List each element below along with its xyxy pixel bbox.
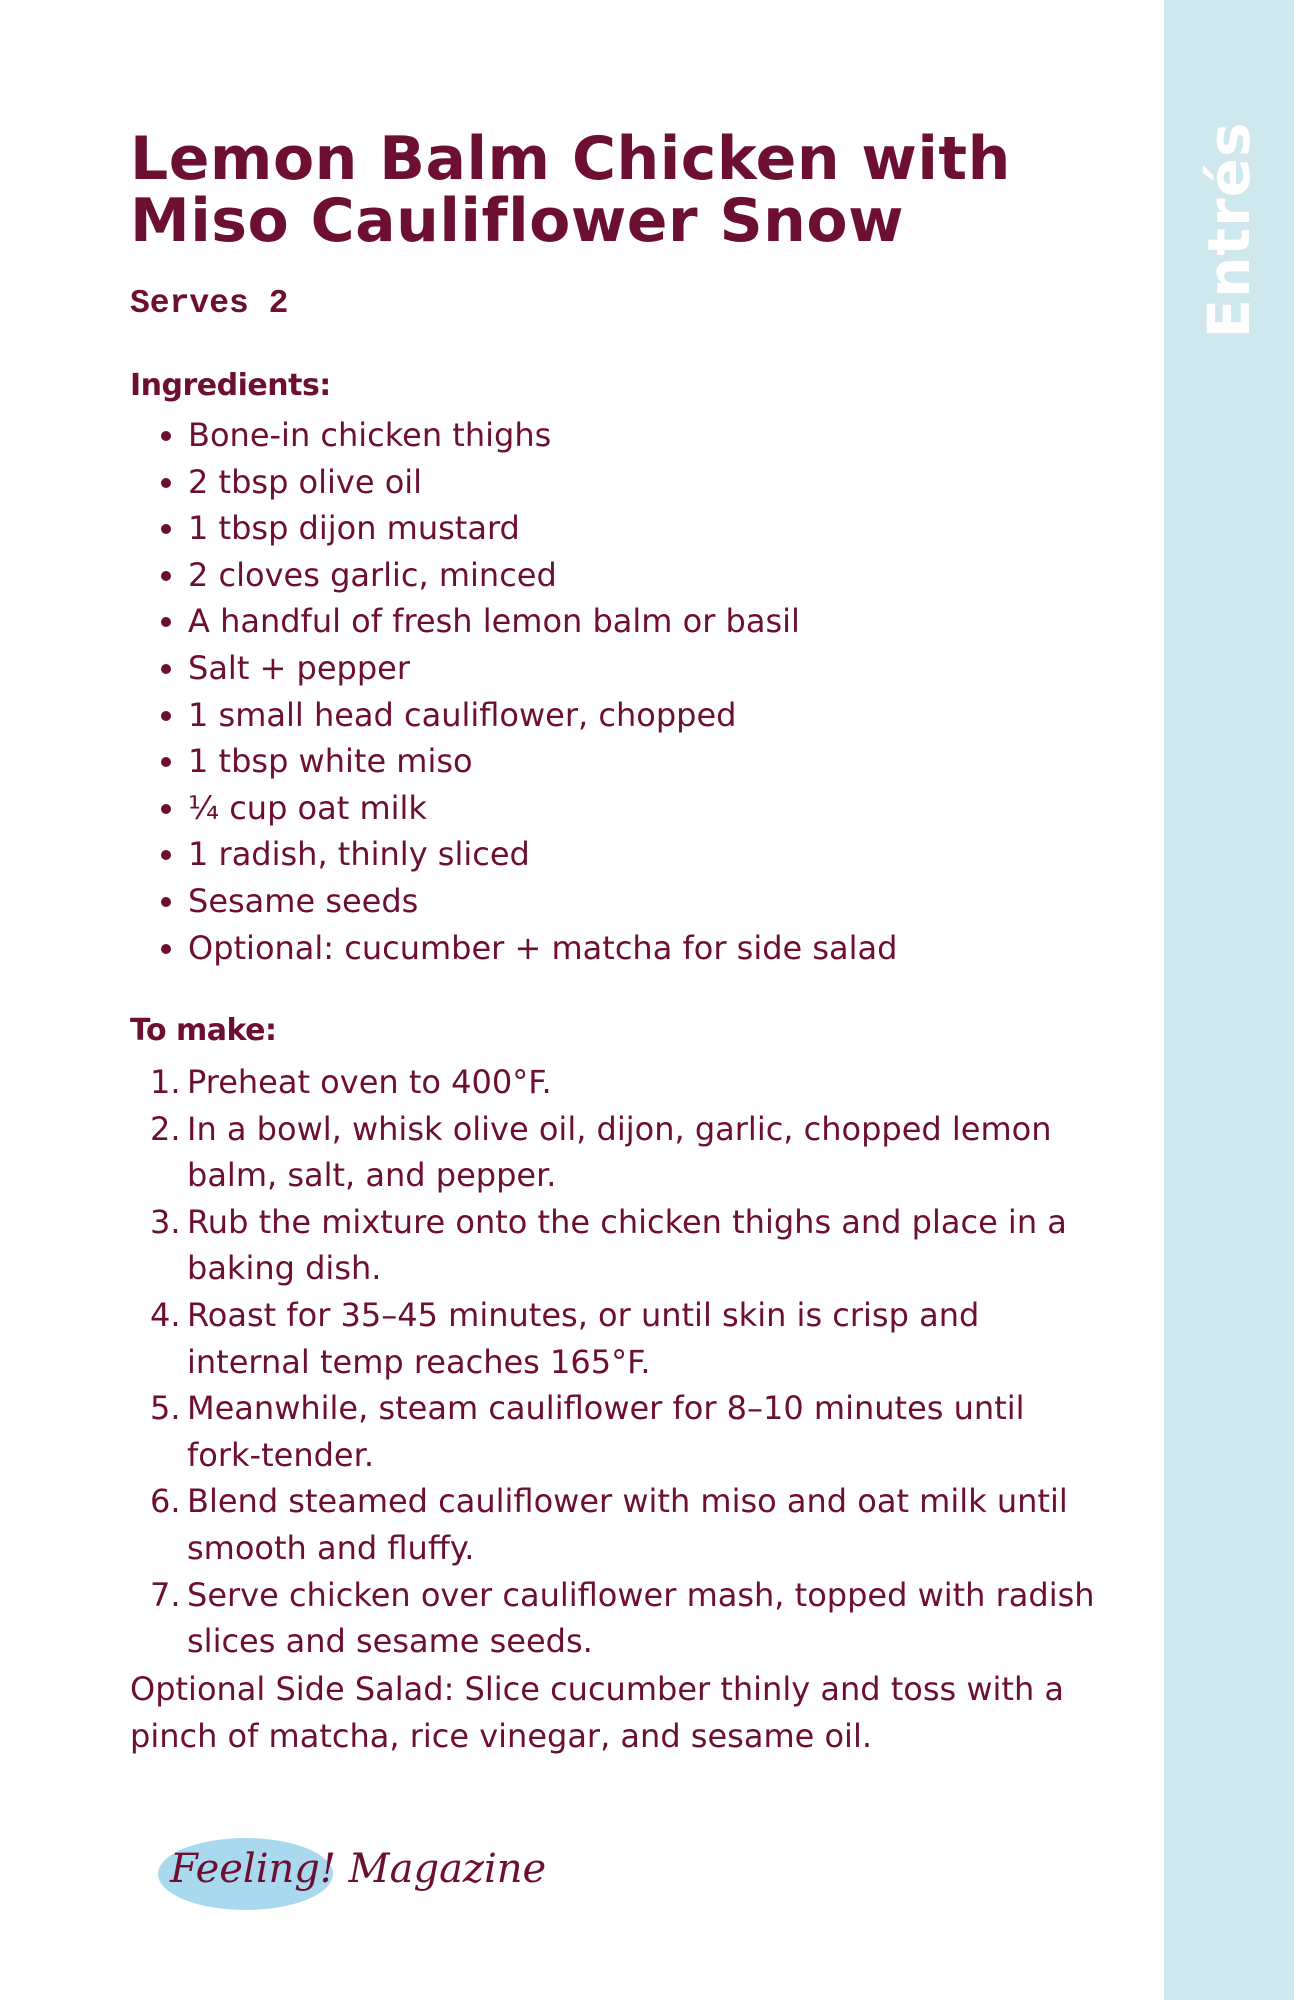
ingredient-item: • 1 tbsp dijon mustard [188,505,1088,552]
step-text: Preheat oven to 400°F. [187,1063,552,1101]
step-number: 5. [150,1389,181,1428]
ingredient-item: • Salt + pepper [188,645,1088,692]
ingredient-item: • Sesame seeds [188,878,1088,925]
step-text: Roast for 35–45 minutes, or until skin is crisp and internal temp reaches 165°F. [187,1295,980,1381]
section-tab-label: Entrés [1195,121,1263,339]
step-item [130,1292,1105,1385]
step-item [130,1572,1105,1665]
step-item [130,1059,1105,1106]
ingredient-item: • 2 tbsp olive oil [188,459,1088,506]
step-number: 7. [150,1575,181,1614]
recipe-title: Lemon Balm Chicken with Miso Cauliflower Snow [130,124,1011,256]
step-text: Serve chicken over cauliflower mash, topped with radish slices and sesame seeds. [187,1575,1095,1661]
steps-list [130,1059,1105,1665]
ingredient-item: • 1 small head cauliflower, chopped [188,692,1088,739]
step-number: 3. [150,1202,181,1241]
side-salad-note: Optional Side Salad: Slice cucumber thinly and toss with a pinch of matcha, rice vinegar, and sesame oil. [130,1670,1065,1755]
step-number: 6. [150,1482,181,1521]
ingredient-item: • 1 radish, thinly sliced [188,831,1088,878]
step-number: 2. [150,1109,181,1148]
step-item [130,1199,1105,1292]
ingredients-heading: Ingredients: [130,368,331,403]
serves-count: Serves 2 [130,285,289,322]
section-tab [1164,0,1294,2000]
step-text: Meanwhile, steam cauliflower for 8–10 minutes until fork-tender. [187,1389,1025,1474]
steps-heading: To make: [130,1013,277,1048]
ingredient-item: • Optional: cucumber + matcha for side salad [188,925,1088,972]
step-text: Rub the mixture onto the chicken thighs and place in a baking dish. [187,1202,1067,1288]
step-number: 1. [150,1063,181,1101]
ingredient-item: • 1 tbsp white miso [188,738,1088,785]
ingredient-item: • Bone-in chicken thighs [188,412,1088,459]
ingredient-item: • A handful of fresh lemon balm or basil [188,598,1088,645]
step-number: 4. [150,1295,181,1334]
step-item [130,1385,1105,1478]
step-text: Blend steamed cauliflower with miso and oat milk until smooth and fluffy. [187,1482,1068,1567]
step-text: In a bowl, whisk olive oil, dijon, garlic, chopped lemon balm, salt, and pepper. [187,1109,1052,1195]
ingredients-list [148,412,1088,971]
step-item [130,1478,1105,1571]
ingredient-item: • ¼ cup oat milk [188,785,1088,832]
magazine-logo [158,1834,548,1914]
logo-text: Feeling! Magazine [170,1846,547,1892]
ingredient-item: • 2 cloves garlic, minced [188,552,1088,599]
step-item [130,1106,1105,1199]
